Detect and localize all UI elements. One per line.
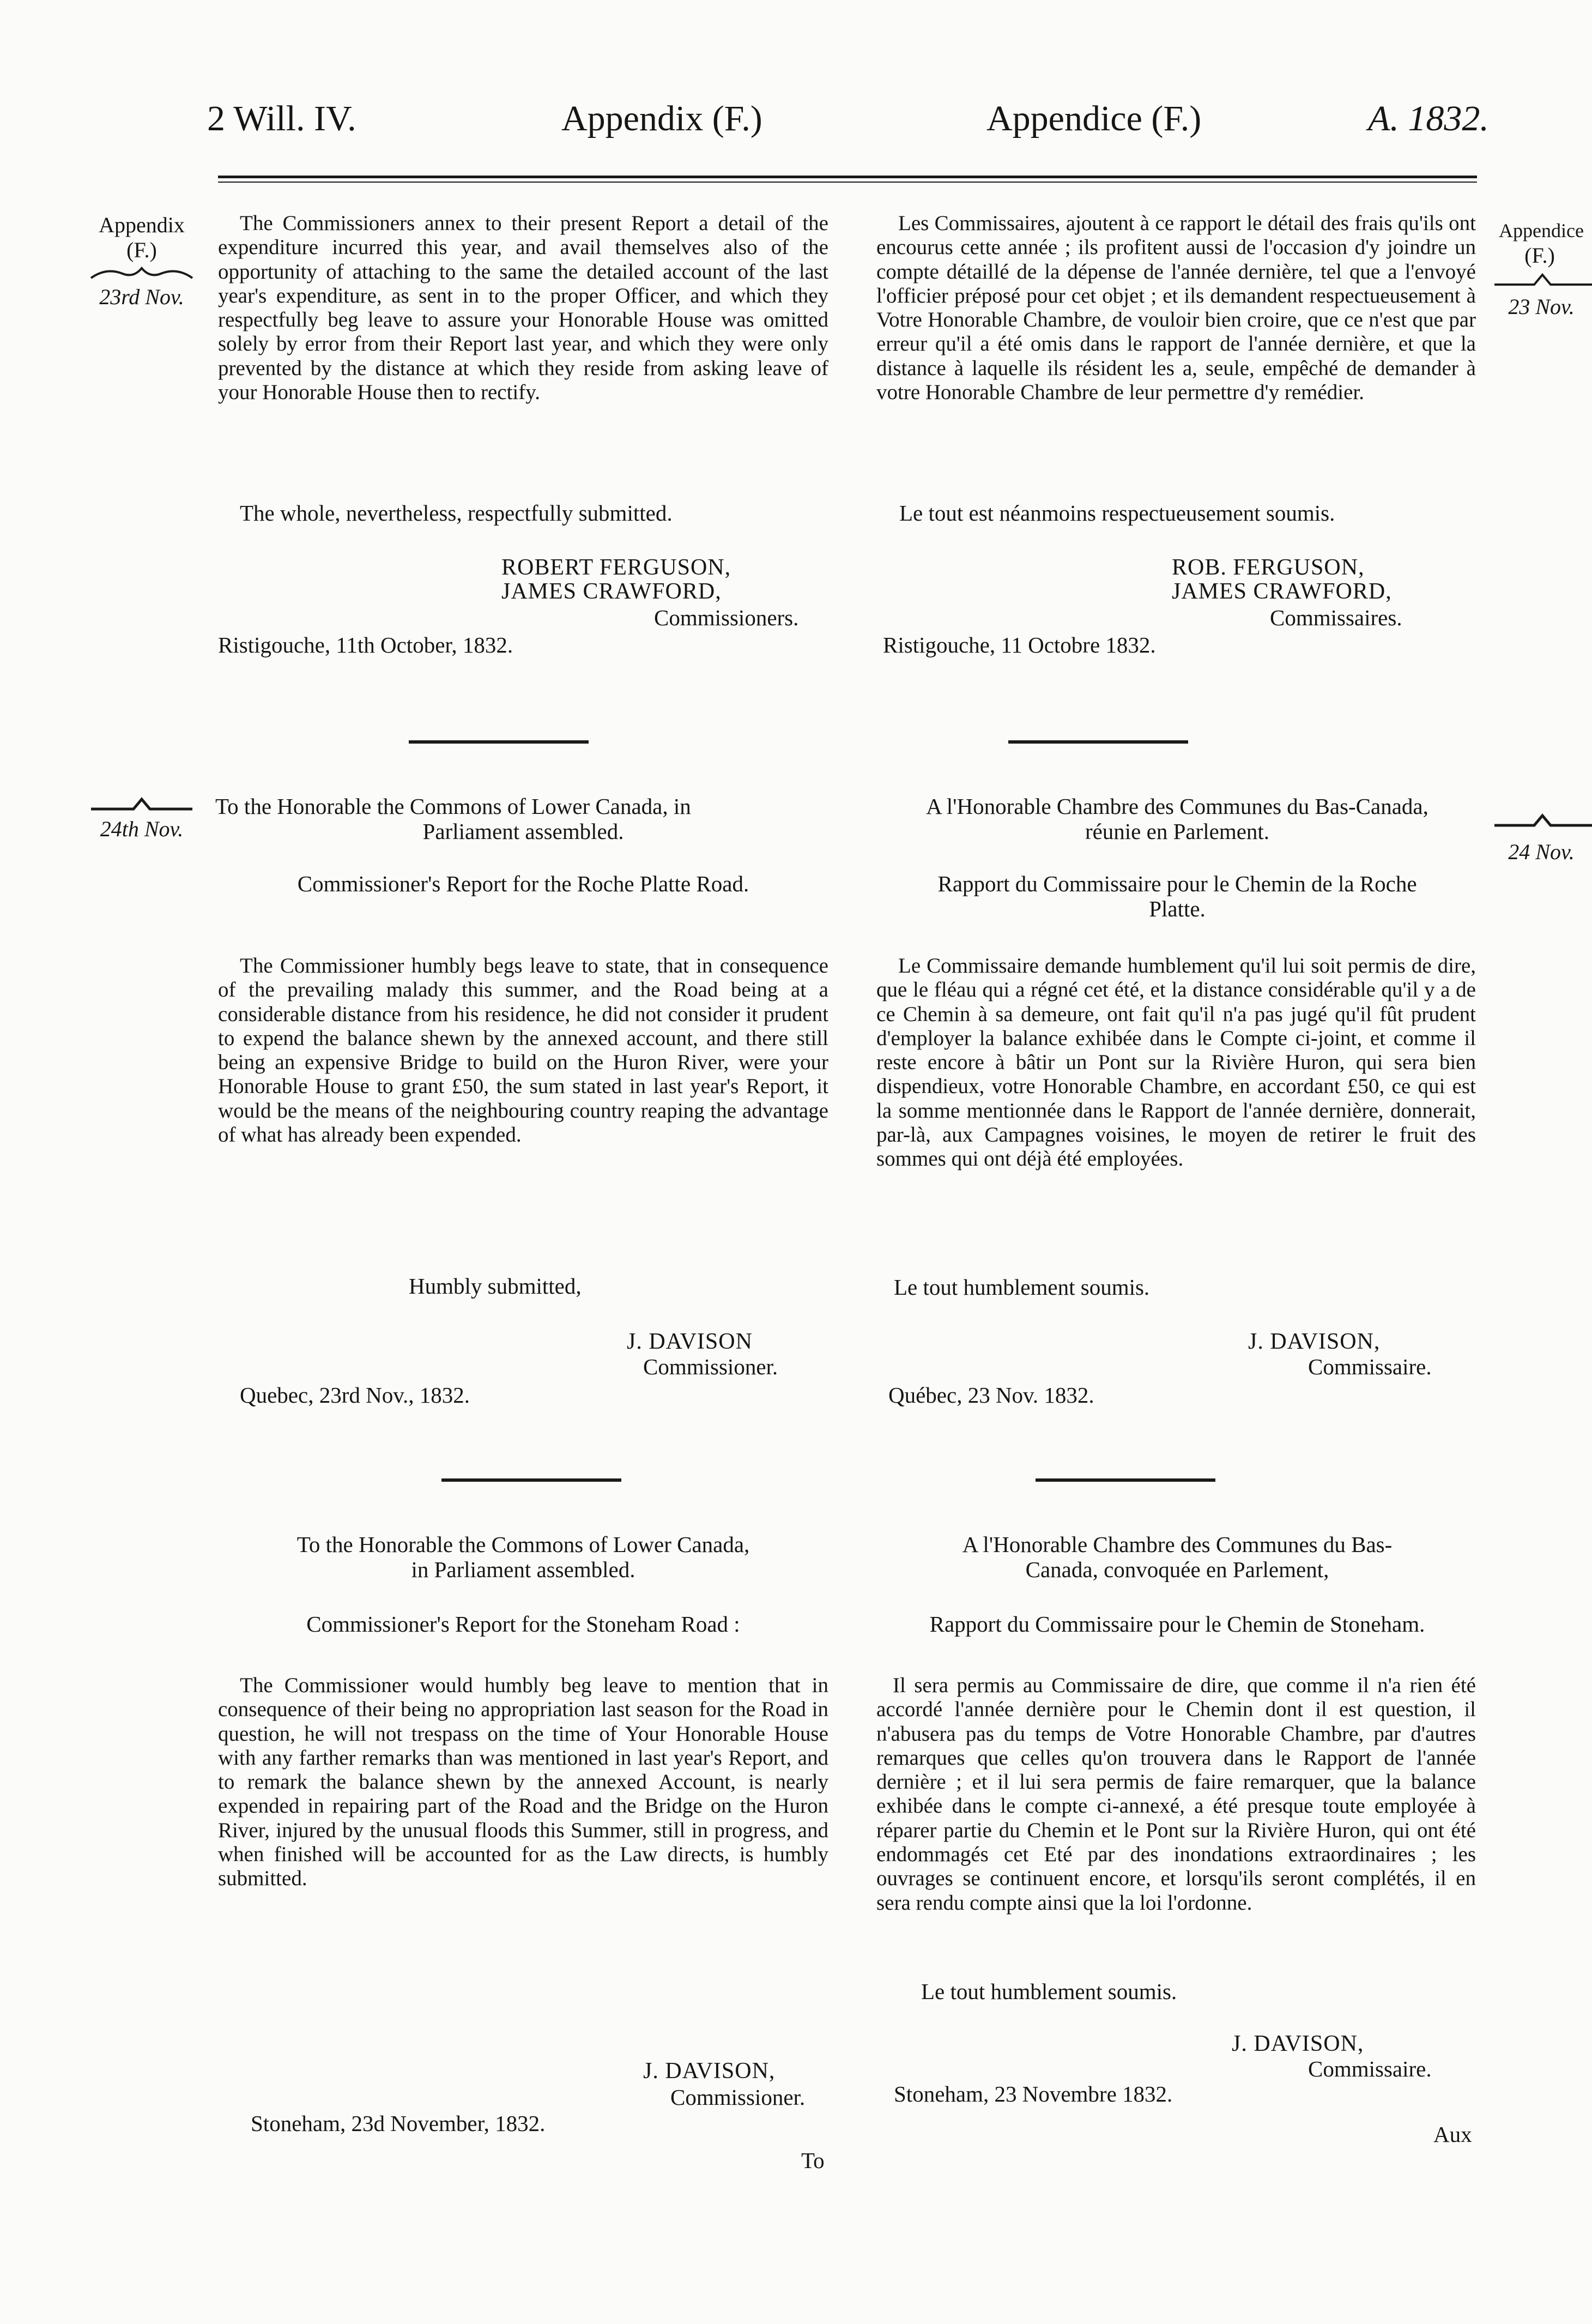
header-rule: [218, 176, 1477, 178]
section2-fr-heading-line2: Platte.: [1149, 896, 1206, 921]
section1-en-role: Commissioners.: [654, 605, 799, 630]
section2-en-address-line2: Parliament assembled.: [422, 819, 624, 844]
section3-en-heading: Commissioner's Report for the Stoneham Road :: [306, 1611, 740, 1637]
margin-brace-mark: [90, 796, 193, 812]
section2-en-closing: Humbly submitted,: [409, 1273, 582, 1299]
section3-en-body: The Commissioner would humbly beg leave to mention that in consequence of their being no appropriation last season for the Road in question, he will not trespass on the time of Your Honorable House with any farther remarks than was mentioned in last year's Report, and to remark the balance shewn by the annexed Account, is nearly expended in repairing part of the Road and the Bridge on the Huron River, injured by the unusual floods this Summer, still in progress, and when finished will be accounted for as the Law directs, is humbly submitted.: [218, 1674, 828, 1891]
year-label: A. 1832.: [1368, 99, 1489, 138]
section2-fr-closing: Le tout humblement soumis.: [894, 1275, 1150, 1300]
section3-fr-place-date: Stoneham, 23 Novembre 1832.: [894, 2081, 1173, 2106]
margin-appendice-letter: (F.): [1524, 243, 1555, 268]
section3-fr-address-line2: Canada, convoquée en Parlement,: [1025, 1557, 1329, 1582]
section1-fr-signatory-1: ROB. FERGUSON,: [1172, 555, 1365, 580]
section2-fr-role: Commissaire.: [1308, 1354, 1432, 1379]
section1-en-signatory-2: JAMES CRAWFORD,: [501, 579, 722, 604]
appendix-title-en: Appendix (F.): [561, 99, 762, 138]
section3-en-address-line2: in Parliament assembled.: [411, 1557, 635, 1582]
section2-en-body: The Commissioner humbly begs leave to state, that in consequence of the prevailing malady this summer, and the Road being at a considerable distance from his residence, he did not consider it prudent to expend the balance shewn by the annexed account, and there still being an expensive Bridge to build on the Huron River, were your Honorable House to grant £50, the sum stated in last year's Report, it would be the means of the neighbouring country reaping the advantage of what has already been expended.: [218, 954, 828, 1147]
section2-fr-address-line1: A l'Honorable Chambre des Communes du Bas-Canada,: [926, 794, 1428, 819]
section3-fr-heading: Rapport du Commissaire pour le Chemin de Stoneham.: [929, 1611, 1425, 1637]
section1-fr-place-date: Ristigouche, 11 Octobre 1832.: [883, 632, 1156, 657]
section3-en-place-date: Stoneham, 23d November, 1832.: [251, 2111, 546, 2136]
section1-en-body: The Commissioners annex to their present Report a detail of the expenditure incurred this year, and avail themselves also of the opportunity of attaching to the same the detailed account of the last year's expenditure, as sent in to the proper Officer, and which they respectfully beg leave to assure your Honorable House was omitted solely by error from their Report last year, and which they were only prevented by the distance at which they reside from asking leave of your Honorable House then to rectify.: [218, 212, 828, 405]
section2-en-heading: Commissioner's Report for the Roche Platte Road.: [297, 871, 749, 896]
margin-date-24th-nov: 24th Nov.: [100, 817, 184, 841]
header-rule-thin: [218, 182, 1477, 183]
section2-fr-signatory: J. DAVISON,: [1248, 1329, 1381, 1354]
section3-en-signatory: J. DAVISON,: [643, 2059, 776, 2084]
catchword-fr: Aux: [1433, 2122, 1472, 2147]
section2-en-role: Commissioner.: [643, 1354, 778, 1379]
section2-fr-heading-line1: Rapport du Commissaire pour le Chemin de la Roche: [937, 871, 1417, 896]
margin-appendix-letter: (F.): [126, 238, 157, 262]
margin-brace-mark: [1493, 273, 1592, 288]
section2-fr-address-line2: réunie en Parlement.: [1085, 819, 1270, 844]
margin-date-23-nov: 23 Nov.: [1508, 294, 1575, 319]
margin-appendix-label: Appendix: [99, 213, 185, 237]
section1-en-signatory-1: ROBERT FERGUSON,: [501, 555, 731, 580]
appendix-title-fr: Appendice (F.): [986, 99, 1202, 138]
margin-brace-mark: [1493, 812, 1592, 829]
section3-en-address-line1: To the Honorable the Commons of Lower Canada,: [296, 1532, 750, 1557]
section1-en-closing: The whole, nevertheless, respectfully submitted.: [240, 500, 673, 526]
margin-appendice-label: Appendice: [1499, 220, 1584, 242]
section1-en-place-date: Ristigouche, 11th October, 1832.: [218, 632, 513, 657]
section2-en-signatory: J. DAVISON: [627, 1329, 753, 1354]
catchword-en: To: [801, 2148, 825, 2173]
section2-fr-body: Le Commissaire demande humblement qu'il lui soit permis de dire, que le fléau qui a régné cet été, et la distance considérable qu'il y a de ce Chemin à sa demeure, ont fait qu'il n'a pas jugé qu'il fût prudent d'employer la balance exhibée dans le Compte ci-joint, et comme il reste encore à bâtir un Pont sur la Rivière Huron, qui sera bien dispendieux, votre Honorable Chambre, en accordant £50, ce qui est la somme mentionnée dans le Rapport de l'année dernière, donnerait, par-là, aux Campagnes voisines, le moyen de retirer le fruit des sommes qui ont déjà été employées.: [876, 954, 1476, 1171]
section1-fr-role: Commissaires.: [1270, 605, 1402, 630]
section3-fr-role: Commissaire.: [1308, 2056, 1432, 2081]
margin-date-24-nov: 24 Nov.: [1508, 840, 1575, 864]
section-divider: [1036, 1478, 1215, 1482]
section2-en-place-date: Quebec, 23rd Nov., 1832.: [240, 1383, 470, 1408]
section3-en-role: Commissioner.: [670, 2085, 806, 2110]
section1-fr-closing: Le tout est néanmoins respectueusement soumis.: [899, 500, 1335, 526]
section3-fr-closing: Le tout humblement soumis.: [921, 1979, 1177, 2004]
section-divider: [441, 1478, 621, 1482]
section1-fr-signatory-2: JAMES CRAWFORD,: [1172, 579, 1392, 604]
section-divider: [409, 740, 589, 744]
section3-fr-address-line1: A l'Honorable Chambre des Communes du Bas-: [962, 1532, 1393, 1557]
section2-fr-place-date: Québec, 23 Nov. 1832.: [888, 1383, 1094, 1408]
session-label: 2 Will. IV.: [207, 99, 356, 138]
margin-brace-mark: [90, 266, 193, 280]
section1-fr-body: Les Commissaires, ajoutent à ce rapport le détail des frais qu'ils ont encourus cette année ; ils profitent aussi de l'occasion d'y joindre un compte détaillé de la dépense de l'année dernière, tel que a l'envoyé l'officier préposé pour cet objet ; et ils demandent respectueusement à Votre Honorable Chambre, de vouloir bien croire, que ce n'est que par erreur qu'il a été omis dans le rapport de l'année dernière, et que la distance à laquelle ils résident les a, seule, empêché de demander à votre Honorable Chambre de leur permettre d'y remédier.: [876, 212, 1476, 405]
section3-fr-body: Il sera permis au Commissaire de dire, que comme il n'a rien été accordé l'année dernière pour le Chemin dont il est question, il n'abusera pas du temps de Votre Honorable Chambre, par d'autres remarques que celles qu'on trouvera dans le Rapport de l'année dernière ; et il lui sera permis de faire remarquer, que la balance exhibée dans le compte ci-annexé, a été presque toute employée à réparer partie du Chemin et le Pont sur la Rivière Huron, qui ont été endommagés cet Eté par des inondations extraordinaires ; les ouvrages se continuent encore, et lorsqu'ils seront complétés, il en sera rendu compte ainsi que la loi l'ordonne.: [876, 1674, 1476, 1915]
section3-fr-signatory: J. DAVISON,: [1232, 2031, 1364, 2056]
margin-date-23rd-nov: 23rd Nov.: [99, 285, 184, 309]
section-divider: [1008, 740, 1188, 744]
section2-en-address-line1: To the Honorable the Commons of Lower Canada, in: [215, 794, 691, 819]
